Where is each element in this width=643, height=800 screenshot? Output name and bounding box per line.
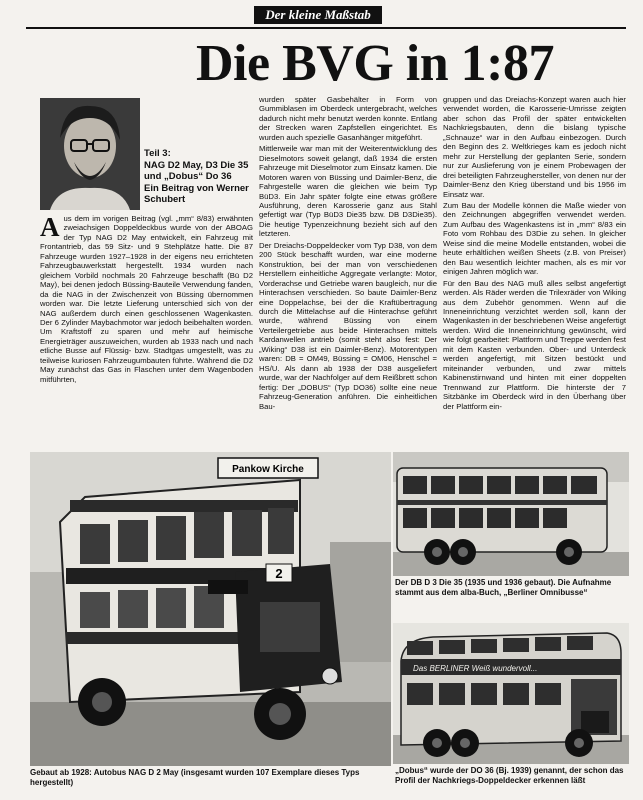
paragraph-text: us dem im vorigen Beitrag (vgl. „mm“ 8/83) erwähnten zweiachsigen Doppeldeckbus wurde von der ABOAG der Typ NAG D2 May entwickelt, ein Fahrzeug mit Frontantrieb, das 59 Sitz- und 9 Stehplätze hatte. Die 87 Fahrzeuge wurden 1927–1928 in der eigens neu errichteten Fahrzeugbauwerkstatt hergestellt. 1934 wurden nach gleichem Vorbild nochmals 20 Fahrzeuge beschafft (Bü D2 May), bei denen jedoch Büssing-Bauteile Verwendung fanden, da die NAG in der Zwischenzeit von Büssing übernommen worden war. Die letzte Lieferung unterschied sich von der NAG außerdem durch einen geschlossenen Wagenkasten. Der 6 Zylinder Maybachmotor war jedoch beibehalten worden. Um Kraftstoff zu sparen und mehr auf heimische Energieträger auszuweichen, wurden ab 1933 nach und nach etliche Busse auf Flüssig- bzw. Stadtgas umgestellt, was zu teilweise kuriosen Fahrzeugumbauten führte. Während die D2 May zunächst das Gas in Flaschen unter dem Wagenboden mitführten, <box>40 214 253 384</box>
bus-photo-illustration <box>393 452 629 576</box>
rubric-label: Der kleine Maßstab <box>254 6 382 24</box>
caption-bottom-right-photo: „Dobus“ wurde der DO 36 (Bj. 1939) genannt, der schon das Profil der Nachkriegs-Doppeldecker erkennen läßt <box>395 766 624 785</box>
text-column-2 <box>259 95 437 480</box>
headline: Die BVG in 1:87 <box>196 35 554 92</box>
photo-db-d3-die35 <box>393 452 629 576</box>
paragraph <box>40 214 253 384</box>
bus-photo-illustration <box>393 623 629 764</box>
paragraph: Der Dreiachs-Doppeldecker vom Typ D38, von dem 200 Stück beschafft wurden, war eine moderne Konstruktion, bei der man von verschiedenen Herstellern einheitliche Aggregate verlangte: Motor, Vorderachse und Getriebe waren baugleich, nur die Hinterachsen verschieden. So baute Daimler-Benz eine Doppelachse, bei der die Kraftübertragung durch die Mittelachse auf die Hinterachse geführt wurde, während Büssing von einem Verteilergetriebe aus beide Hinterachsen mittels Kardanwellen antrieb (somit steht also fest: Der „Wiking“ D38 ist ein Daimler-Benz). Motorentypen waren: DB = OM49, Büssing = OM06, Henschel = HS/U. Als dann ab 1938 der D38 ausgeliefert wurde, war der Nachfolger auf dem Reißbrett schon fertig: Der „DOBUS“ (Typ DO36) sollte eine neue Fahrzeug-Generation anführen. Die einheitlichen Bau- <box>259 240 437 411</box>
drop-cap: A <box>40 214 60 242</box>
destination-sign: Pankow Kirche <box>232 464 304 475</box>
caption-main-photo: Gebaut ab 1928: Autobus NAG D 2 May (insgesamt wurden 107 Exemplare dieses Typs hergestellt) <box>30 768 360 787</box>
byline-subjects: NAG D2 May, D3 Die 35 und „Dobus“ Do 36 <box>144 159 249 182</box>
author-portrait <box>40 98 140 210</box>
paragraph: wurden später Gasbehälter in Form von Gummiblasen im Oberdeck untergebracht, welches dadurch nicht mehr benutzt werden konnte. Entlang der Strecken waren Zapfstellen eingerichtet. Es wurden auch spezielle Gasanhänger mitgeführt. <box>259 95 437 142</box>
text-column-3 <box>443 95 626 480</box>
paragraph: gruppen und das Dreiachs-Konzept waren auch hier verwendet worden, die Karosserie-Umrisse zeigten aber schon das Profil der später entwickelten Nachkriegsbauten, denn die bislang typische „Schnauze“ war in den Aufbau einbezogen. Durch den Beginn des 2. Weltkrieges kam es jedoch nicht mehr zur Herstellung der geplanten Serie, sondern nur zur Auslieferung von je einem Probewagen der drei beteiligten Fahrzeughersteller, von denen nur der Daimler-Benz den Krieg überstand und bis 1956 im Einsatz war. <box>443 95 626 199</box>
paragraph: Zum Bau der Modelle können die Maße wieder von den Zeichnungen abgegriffen verwendet werden. Zum Aufbau des Wagenkastens ist in „mm“ 8/83 ein Foto vom Rohbau des D3Die zu sehen. In gleicher Weise sind die meine Modelle entstanden, wobei die heute erhältlichen weißen Sheets (z.B. von Preiser) den Bau wesentlich leichter machen, als es mir vor einigen Jahren möglich war. <box>443 200 626 277</box>
byline-box <box>144 148 256 206</box>
text-column-1 <box>40 214 253 474</box>
byline-part: Teil 3: <box>144 148 171 159</box>
bus-advertisement: Das BERLINER Weiß wundervoll... <box>413 664 538 673</box>
portrait-photo <box>40 98 140 210</box>
photo-dobus-do36 <box>393 623 629 764</box>
top-rule <box>26 27 626 29</box>
photo-nag-d2-may <box>30 452 391 766</box>
byline-credit: Ein Beitrag von Werner Schubert <box>144 182 249 205</box>
paragraph: Für den Bau des NAG muß alles selbst angefertigt werden. Als Räder werden die Trilexräder von Wiking aus dem Zubehör genommen. Wenn auf die Inneneinrichtung verzichtet werden soll, kann der Wagenkasten in der beschriebenen Weise angefertigt werden. Wird die Inneneinrichtung gewünscht, wird wie folgt gearbeitet: Plattform und Treppe werden fest mit dem Kasten verbunden. Ober- und Unterdeck werden angefertigt, mit Sitzen bestückt und miteinander verbunden, und zwar mittels Kabinenstirnwand und hinten mit einer doppelten Trennwand zur Plattform. Die hinterste der 7 Sitzbänke im Oberdeck wird in den Überhang über der Plattform ein- <box>443 278 626 411</box>
route-number: 2 <box>275 566 283 581</box>
caption-top-right-photo: Der DB D 3 Die 35 (1935 und 1936 gebaut). Die Aufnahme stammt aus dem alba-Buch, „Berliner Omnibusse“ <box>395 578 612 597</box>
bus-photo-illustration <box>30 452 391 766</box>
paragraph: Mittlerweile war man mit der Weiterentwicklung des Dieselmotors soweit gelangt, daß 1934 die ersten Fahrzeuge mit Dieselmotor zum Einsatz kamen. Die Motoren waren von Büssing und Daimler-Benz, die Fahrgestelle waren die gleichen wie beim Typ BüD3. Ein Jahr später folgte eine etwas größere Ausführung, deren Karosserie ganz aus Stahl gefertigt war (Typ BüD3 Die35 bzw. DB D3Die35). Die heutige Typenzeichnung bezieht sich auf den letzteren. <box>259 144 437 239</box>
